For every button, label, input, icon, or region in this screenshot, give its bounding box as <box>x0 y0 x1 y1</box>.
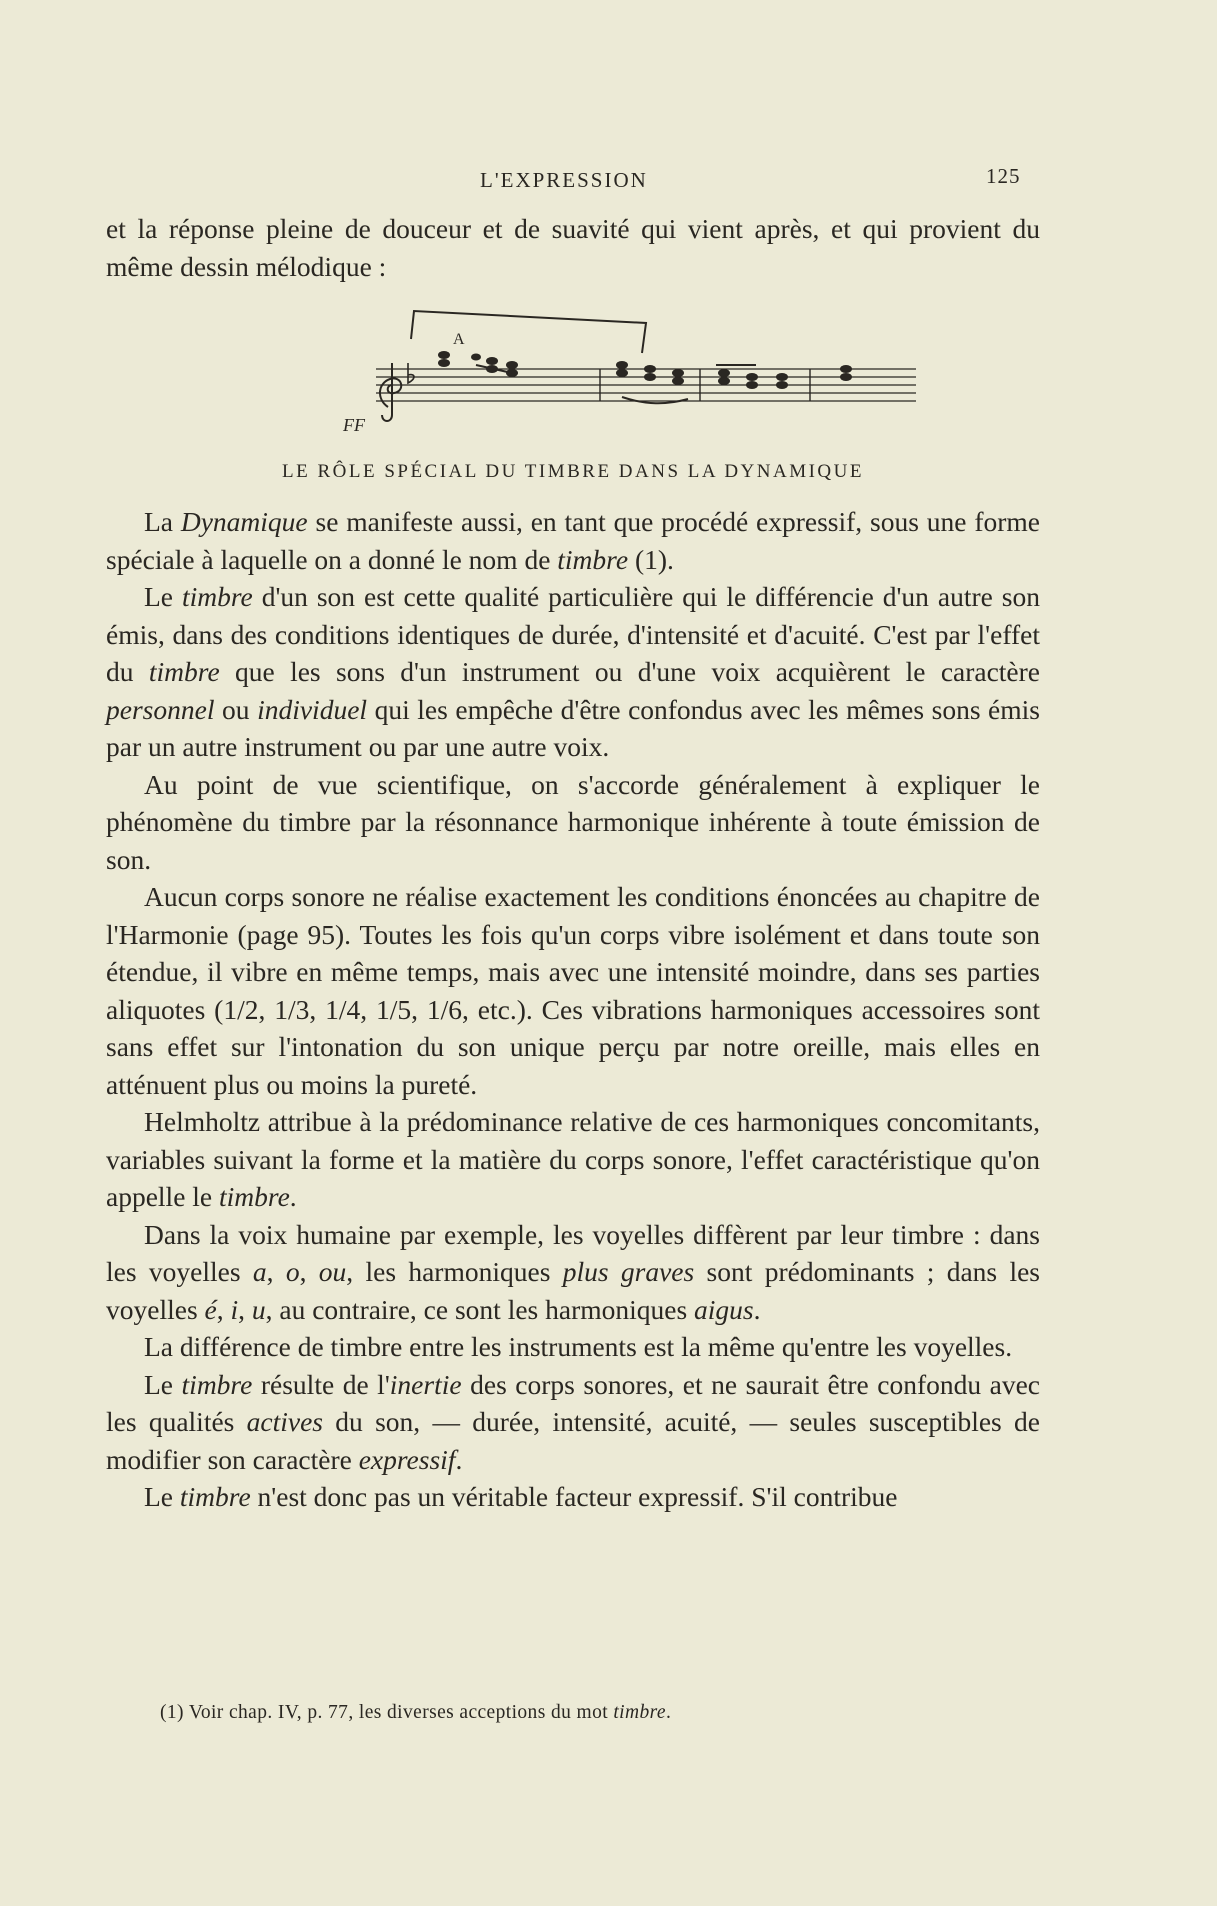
body-text <box>106 210 1040 1516</box>
paragraph-6: Dans la voix humaine par exemple, les voyelles diffèrent par leur timbre : dans les voyelles a, o, ou, les harmoniques plus graves sont prédominants ; dans les voyelles é, i, u, au contraire, ce sont les harmoniques aigus. <box>106 1218 1040 1325</box>
paragraph-9: Le timbre n'est donc pas un véritable facteur expressif. S'il contribue <box>144 1481 898 1512</box>
footnote: (1) Voir chap. IV, p. 77, les diverses acceptions du mot timbre. <box>160 1702 672 1723</box>
paragraph-4: Aucun corps sonore ne réalise exactement les conditions énoncées au chapitre de l'Harmonie (page 95). Toutes les fois qu'un corps vibre isolément et dans toute son étendue, il vibre en même temps, mais avec une intensité moindre, dans ses parties aliquotes (1/2, 1/3, 1/4, 1/5, 1/6, etc.). Ces vibrations harmoniques accessoires sont sans effet sur l'intonation du son unique perçu par notre oreille, mais elles en atténuent plus ou moins la pureté. <box>106 881 1040 1100</box>
music-example <box>106 303 1040 443</box>
intro-paragraph: et la réponse pleine de douceur et de suavité qui vient après, et qui provient du même dessin mélodique : <box>106 213 1040 282</box>
paragraph-1: La Dynamique se manifeste aussi, en tant que procédé expressif, sous une forme spéciale à laquelle on a donné le nom de timbre (1). <box>106 506 1040 575</box>
music-staff-figure <box>316 303 936 433</box>
page-number: 125 <box>986 164 1021 188</box>
paragraph-3: Au point de vue scientifique, on s'accorde généralement à expliquer le phénomène du timbre par la résonnance harmonique inhérente à toute émission de son. <box>106 768 1040 875</box>
paragraph-7: La différence de timbre entre les instruments est la même qu'entre les voyelles. <box>144 1331 1013 1362</box>
paragraph-2: Le timbre d'un son est cette qualité particulière qui le différencie d'un autre son émis, dans des conditions identiques de durée, d'intensité et d'acuité. C'est par l'effet du timbre que les sons d'un instrument ou d'une voix acquièrent le caractère personnel ou individuel qui les empêche d'être confondus avec les mêmes sons émis par un autre instrument ou par une autre voix. <box>106 581 1041 762</box>
dynamic-marking: FF <box>343 415 365 435</box>
paragraph-8: Le timbre résulte de l'inertie des corps sonores, et ne saurait être confondu avec les qualités actives du son, — durée, intensité, acuité, — seules susceptibles de modifier son caractère expressif. <box>106 1368 1040 1475</box>
running-head <box>0 164 1217 198</box>
paragraph-5: Helmholtz attribue à la prédominance relative de ces harmoniques concomitants, variables suivant la forme et la matière du corps sonore, l'effet caractéristique qu'on appelle le timbre. <box>106 1106 1040 1212</box>
section-heading: LE RÔLE SPÉCIAL DU TIMBRE DANS LA DYNAMIQUE <box>282 461 864 482</box>
bracket-label: A <box>453 331 465 348</box>
running-title: L'EXPRESSION <box>480 168 648 192</box>
